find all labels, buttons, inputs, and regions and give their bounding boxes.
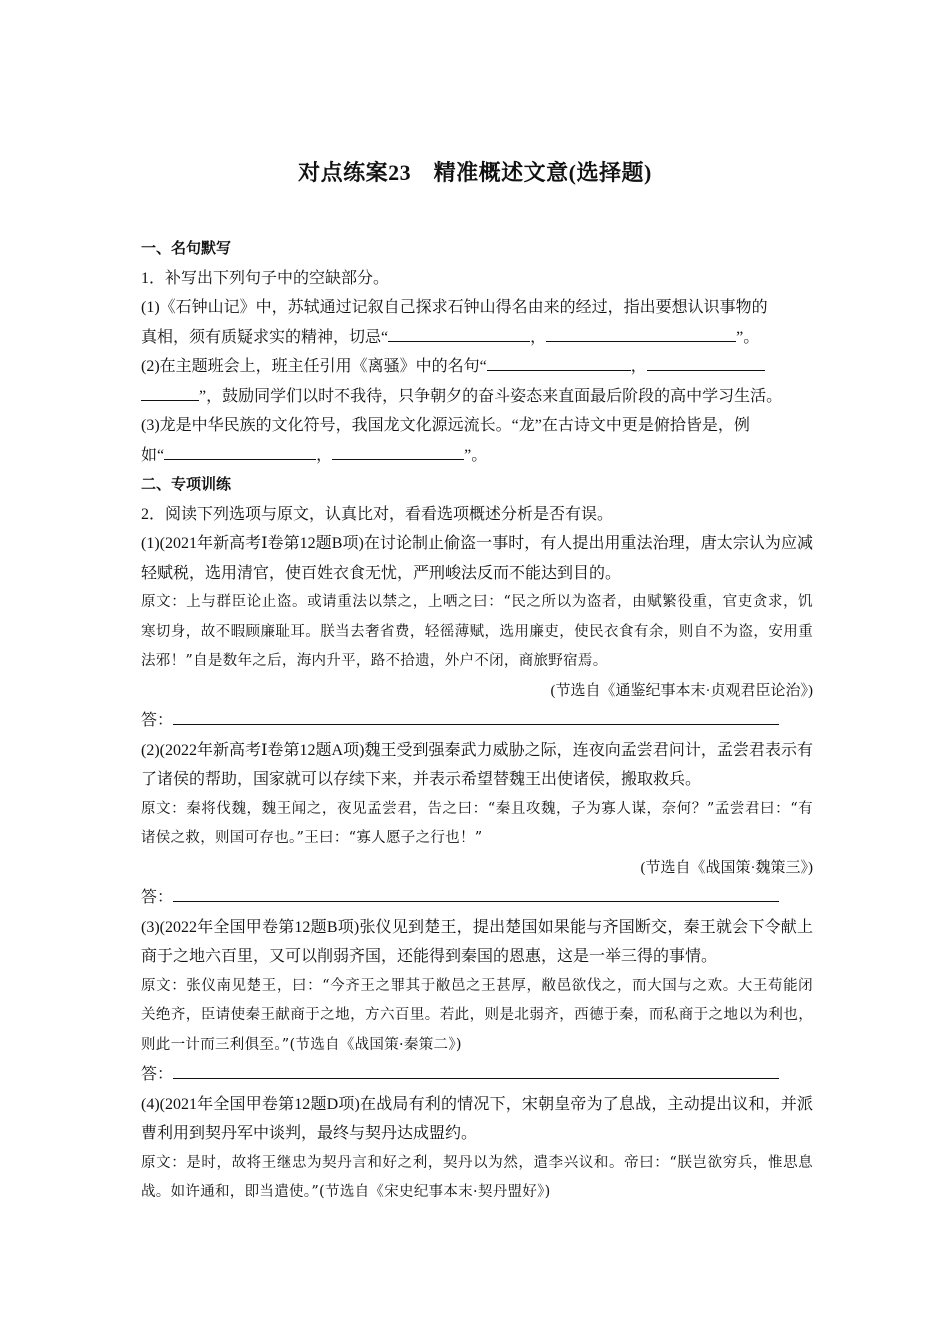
question-1-2 [141,352,813,411]
item-3-original-text: 原文：张仪南见楚王，曰：“今齐王之罪其于敝邑之王甚厚，敝邑欲伐之，而大国与之欢。大王苟能闭关绝齐，臣请使秦王献商于之地，方六百里。若此，则是北弱齐，西德于秦，而私商于之地以为利也，则此一计而三利俱至。”(节选自《战国策·秦策二》) [141,977,813,1053]
answer-blank[interactable] [332,441,464,460]
question-text: ， [630,358,647,375]
page-title: 对点练案23 精准概述文意(选择题) [298,160,652,185]
answer-line[interactable] [173,706,779,725]
question-text: ”，鼓励同学们以时不我待，只争朝夕的奋斗姿态来直面最后阶段的高中学习生活。 [199,387,783,405]
answer-line[interactable] [173,883,779,902]
item-2-source: (节选自《战国策·魏策三》) [640,859,813,876]
answer-blank[interactable] [487,352,631,371]
item-2-answer [141,883,813,913]
question-1-intro: 1．补写出下列句子中的空缺部分。 [141,269,390,287]
question-text: ， [530,328,547,346]
item-4-original-text: 原文：是时，故将王继忠为契丹言和好之利，契丹以为然，遣李兴议和。帝曰：“朕岂欲穷兵，惟思息战。如许通和，即当遣使。”(节选自《宋史纪事本末·契丹盟好》) [141,1154,813,1200]
question-1-3 [141,411,813,470]
item-2-original-text: 原文：秦将伐魏，魏王闻之，夜见孟尝君，告之曰：“秦且攻魏，子为寡人谋，奈何？”孟尝君曰：“有诸侯之救，则国可存也。”王曰：“寡人愿子之行也！” [141,800,813,846]
document-body [141,234,813,1208]
answer-blank[interactable] [388,323,530,342]
question-text: (1)《石钟山记》中，苏轼通过记叙自己探求石钟山得名由来的经过，指出要想认识事物的 [141,299,768,316]
section-heading-2: 二、专项训练 [141,476,232,493]
question-2-intro: 2．阅读下列选项与原文，认真比对，看看选项概述分析是否有误。 [141,505,614,523]
answer-label: 答： [141,889,174,906]
item-3-stem: (3)(2022年全国甲卷第12题B项)张仪见到楚王，提出楚国如果能与齐国断交，秦王就会下令献上商于之地六百里，又可以削弱齐国，还能得到秦国的恩惠，这是一举三得的事情。 [141,918,813,965]
item-1-stem: (1)(2021年新高考Ⅰ卷第12题B项)在讨论制止偷盗一事时，有人提出用重法治理，唐太宗认为应减轻赋税，选用清官，使百姓衣食无忧，严刑峻法反而不能达到目的。 [141,535,813,582]
question-text: (3)龙是中华民族的文化符号，我国龙文化源远流长。“龙”在古诗文中更是俯拾皆是，例 [141,417,750,434]
answer-label: 答： [141,1066,174,1083]
answer-line[interactable] [173,1060,779,1079]
item-1-source: (节选自《通鉴纪事本末·贞观君臣论治》) [550,682,813,699]
question-text: ”。 [736,328,760,346]
item-1-original-text: 原文：上与群臣论止盗。或请重法以禁之，上哂之曰：“民之所以为盗者，由赋繁役重，官吏贪求，饥寒切身，故不暇顾廉耻耳。朕当去奢省费，轻徭薄赋，选用廉吏，使民衣食有余，则自不为盗，安用重法邪！”自是数年之后，海内升平，路不拾遗，外户不闭，商旅野宿焉。 [141,594,813,669]
item-2-stem: (2)(2022年新高考Ⅰ卷第12题A项)魏王受到强秦武力威胁之际，连夜向孟尝君问计，孟尝君表示有了诸侯的帮助，国家就可以存续下来，并表示希望替魏王出使诸侯，搬取救兵。 [141,741,813,788]
answer-blank[interactable] [141,382,199,401]
answer-label: 答： [141,712,174,729]
question-text: ”。 [464,446,488,464]
answer-blank[interactable] [546,323,736,342]
section-heading-1: 一、名句默写 [141,240,232,257]
question-text: (2)在主题班会上，班主任引用《离骚》中的名句“ [141,358,487,375]
question-text: 真相，须有质疑求实的精神，切忌“ [141,328,389,346]
item-1-answer [141,706,813,736]
item-3-answer [141,1060,813,1090]
question-1-1 [141,293,813,352]
item-4-stem: (4)(2021年全国甲卷第12题D项)在战局有利的情况下，宋朝皇帝为了息战，主动提出议和，并派曹利用到契丹军中谈判，最终与契丹达成盟约。 [141,1095,813,1142]
question-text: ， [316,446,333,464]
answer-blank[interactable] [164,441,316,460]
question-text: 如“ [141,446,165,464]
answer-blank[interactable] [647,352,765,371]
